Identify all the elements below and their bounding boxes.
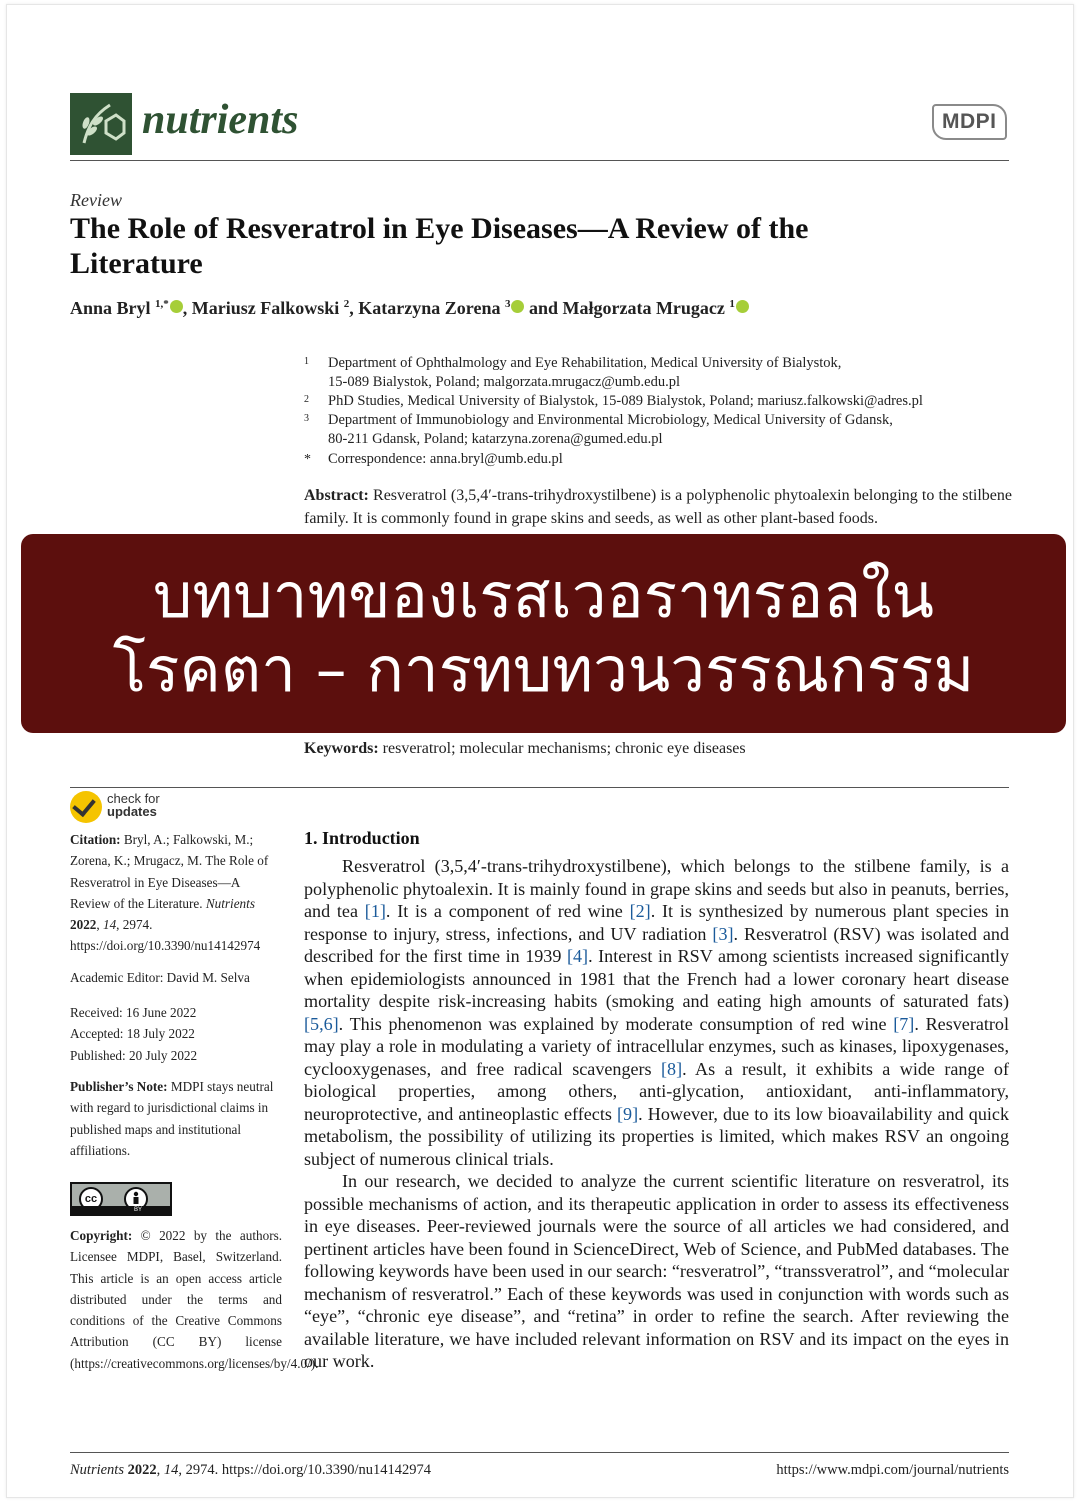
affiliation-text: PhD Studies, Medical University of Bialystok, 15-089 Bialystok, Poland; mariusz.falkowski@adres.pl (328, 393, 923, 409)
text-run: . It is synthesized by numerous plant species in response to injury, stress, infections, and UV radiation (304, 901, 1010, 944)
text-run: . This phenomenon was explained by moderate consumption of red wine (338, 1013, 894, 1034)
author-name: Katarzyna Zorena (358, 298, 501, 318)
copyright-label: Copyright: (70, 1228, 133, 1243)
article-type: Review (70, 190, 122, 210)
footer-volume: 14 (163, 1462, 179, 1478)
citation-link[interactable]: [4] (566, 946, 589, 966)
keywords-label: Keywords: (304, 740, 379, 757)
journal-logo-icon (70, 93, 132, 155)
author-name: Małgorzata Mrugacz (562, 298, 725, 318)
text-run: . Interest in RSV among scientists increased significantly when epidemiologists announced in 1981 that the French had a lower coronary heart disease mortality despite risk-increasing habits (smoking and eating high amounts of saturated fats) (304, 946, 1009, 1011)
keywords (304, 740, 746, 758)
cc-by-label: BY (72, 1206, 170, 1214)
cc-by-license-badge[interactable] (70, 1182, 172, 1216)
author-name: Anna Bryl (70, 298, 151, 318)
publisher-logo: MDPI (932, 104, 1007, 140)
footer-year: 2022 (127, 1462, 157, 1478)
section-heading: 1. Introduction (304, 828, 420, 848)
date-received: Received: 16 June 2022 (70, 1005, 197, 1020)
check-updates-line1: check for (107, 791, 160, 806)
date-published: Published: 20 July 2022 (70, 1047, 198, 1063)
check-updates-line2: updates (107, 804, 157, 819)
citation-link[interactable]: [3] (712, 923, 734, 944)
citation-link[interactable]: [2] (629, 901, 651, 921)
citation-link[interactable]: [9] (617, 1103, 639, 1124)
affiliation-number: 3 (304, 413, 309, 424)
footer-journal-url[interactable]: https://www.mdpi.com/journal/nutrients (776, 1462, 1009, 1478)
date-accepted: Accepted: 18 July 2022 (70, 1026, 195, 1042)
author-conjunction: and (528, 298, 558, 318)
footer-journal: Nutrients (70, 1462, 124, 1478)
abstract-label: Abstract: (304, 487, 369, 504)
text-run: . However, due to its low bioavailability and quick metabolism, the possibility of utilizing its properties is limited, which makes RSV an ongoing subject of numerous clinical trials. (304, 1103, 1009, 1169)
keywords-rule (70, 787, 1009, 788)
introduction-body (304, 855, 1009, 1373)
affiliation-text: Department of Immunobiology and Environmental Microbiology, Medical University of Gdansk, (328, 412, 893, 428)
text-run: . It is a component of red wine (385, 901, 630, 921)
footer-citation: Nutrients 2022, 14, 2974. https://doi.org/10.3390/nu14142974 (70, 1462, 432, 1478)
author-affiliation-sup: 3 (504, 298, 511, 310)
affiliation-text: Correspondence: anna.bryl@umb.edu.pl (328, 451, 563, 467)
affiliation-number: 2 (304, 394, 309, 405)
dates-block (70, 1002, 282, 1066)
publishers-note (70, 1076, 282, 1161)
footer-rule (70, 1452, 1009, 1453)
check-for-updates-icon (70, 791, 102, 823)
thai-title-banner (21, 534, 1066, 733)
affiliation-text: Department of Ophthalmology and Eye Rehabilitation, Medical University of Bialystok, (328, 355, 842, 371)
citation-doi[interactable]: , 2974. https://doi.org/10.3390/nu14142974 (70, 917, 261, 954)
affiliation-text: 80-211 Gdansk, Poland; katarzyna.zorena@gumed.edu.pl (328, 431, 663, 447)
text-run: . Resveratrol (RSV) was isolated and described for the first time in 1939 (304, 923, 1010, 966)
article-title: The Role of Resveratrol in Eye Diseases—A Review of the Literature (70, 212, 809, 280)
citation-year: 2022 (70, 917, 97, 933)
citation-volume: 14 (102, 917, 117, 933)
author-affiliation-sup: 2 (343, 298, 350, 310)
intro-paragraph-2: In our research, we decided to analyze the current scientific literature on resveratrol, its possible mechanisms of action, and its therapeutic application in order to assess its effectiveness in eye diseases. Peer-reviewed journals were the source of all articles we had considered, and pertinent articles have been found in ScienceDirect, Web of Science, and PubMed databases. The following keywords have been used in our search: “resveratrol”, “transsveratrol”, and “molecular mechanism of resveratrol.” Each of these keywords was used in conjunction with words such as “eye”, “chronic eye disease”, and “retina” in order to refine the search. After reviewing the available literature, we have included relevant information on RSV and its impact on the eyes in our work. (304, 1171, 1009, 1371)
publishers-note-label: Publisher’s Note: (70, 1079, 168, 1094)
author-name: Mariusz Falkowski (191, 298, 340, 318)
citation-link[interactable]: [7] (893, 1013, 915, 1034)
affiliation-number: * (304, 452, 311, 467)
citation-link[interactable]: [8] (661, 1058, 683, 1079)
academic-editor: Academic Editor: David M. Selva (70, 970, 250, 985)
text-run: Resveratrol (3,5,4′-trans-trihydroxystilbene), which belongs to the stilbene family, is a polyphenolic phytoalexin. It is mainly found in grape skins and seeds but also in peanuts, berries, and tea (304, 856, 1009, 921)
footer-doi[interactable]: , 2974. https://doi.org/10.3390/nu14142974 (178, 1462, 432, 1478)
citation-link[interactable]: [5,6] (304, 1013, 339, 1034)
abstract (304, 484, 1012, 530)
cc-icon: cc (79, 1187, 103, 1211)
copyright-text: © 2022 by the authors. Licensee MDPI, Basel, Switzerland. This article is an open access article distributed under the terms and conditions of the Creative Commons Attribution (CC BY) license (https://creativecommons.org/licenses/by/4.0/). (70, 1228, 319, 1371)
citation-link[interactable]: [1] (364, 901, 386, 921)
affiliation-number: 1 (304, 356, 309, 367)
orcid-icon[interactable] (736, 300, 749, 313)
banner-line-1: บทบาทของเรสเวอราทรอลใน (153, 559, 934, 632)
abstract-text: Resveratrol (3,5,4′-trans-trihydroxystilbene) is a polyphenolic phytoalexin belonging to the stilbene family. It is commonly found in grape skins and seeds, as well as other plant-based foods. (304, 487, 1013, 527)
banner-line-2: โรคตา – การทบทวนวรรณกรรม (112, 633, 975, 706)
header-rule (70, 160, 1009, 161)
keywords-text: resveratrol; molecular mechanisms; chronic eye diseases (382, 740, 746, 757)
text-run: . As a result, it exhibits a wide range of biological properties, among others, anti-glycation, antioxidant, anti-inflammatory, neuroprotective, and antineoplastic effects (304, 1058, 1009, 1124)
copyright-block (70, 1225, 319, 1374)
publishers-note-text: MDPI stays neutral with regard to jurisdictional claims in published maps and institutional affiliations. (70, 1079, 274, 1158)
citation-block: Citation: Bryl, A.; Falkowski, M.; Zorena, K.; Mrugacz, M. The Role of Resveratrol in Eye Diseases—A Review of the Literature. Nutrients 2022, 14, 2974. https://doi.org/10.3390/nu14142974 (70, 832, 269, 954)
author-list: Anna Bryl $^{1,*}$ , Mariusz Falkowski $^2$, Katarzyna Zorena $^3$ and Małgorzata Mrugacz $^1$ (70, 298, 749, 319)
intro-paragraph-1 (304, 855, 1009, 1170)
citation-label: Citation: (70, 832, 121, 847)
citation-journal: Nutrients (205, 895, 255, 911)
text-run: . Resveratrol may play a role in modulating a variety of intracellular enzymes, such as kinases, lipoxygenases, cyclooxygenases, and free radical scavengers (304, 1013, 1009, 1079)
author-affiliation-sup: 1,* (155, 298, 169, 310)
orcid-icon[interactable] (170, 300, 183, 313)
orcid-icon[interactable] (511, 300, 524, 313)
affiliation-text: 15-089 Bialystok, Poland; malgorzata.mrugacz@umb.edu.pl (328, 374, 681, 390)
author-affiliation-sup: 1 (729, 298, 735, 310)
journal-name: nutrients (142, 97, 299, 143)
citation-text: Bryl, A.; Falkowski, M.; Zorena, K.; Mrugacz, M. The Role of Resveratrol in Eye Diseases—A Review of the Literature. (70, 832, 269, 911)
